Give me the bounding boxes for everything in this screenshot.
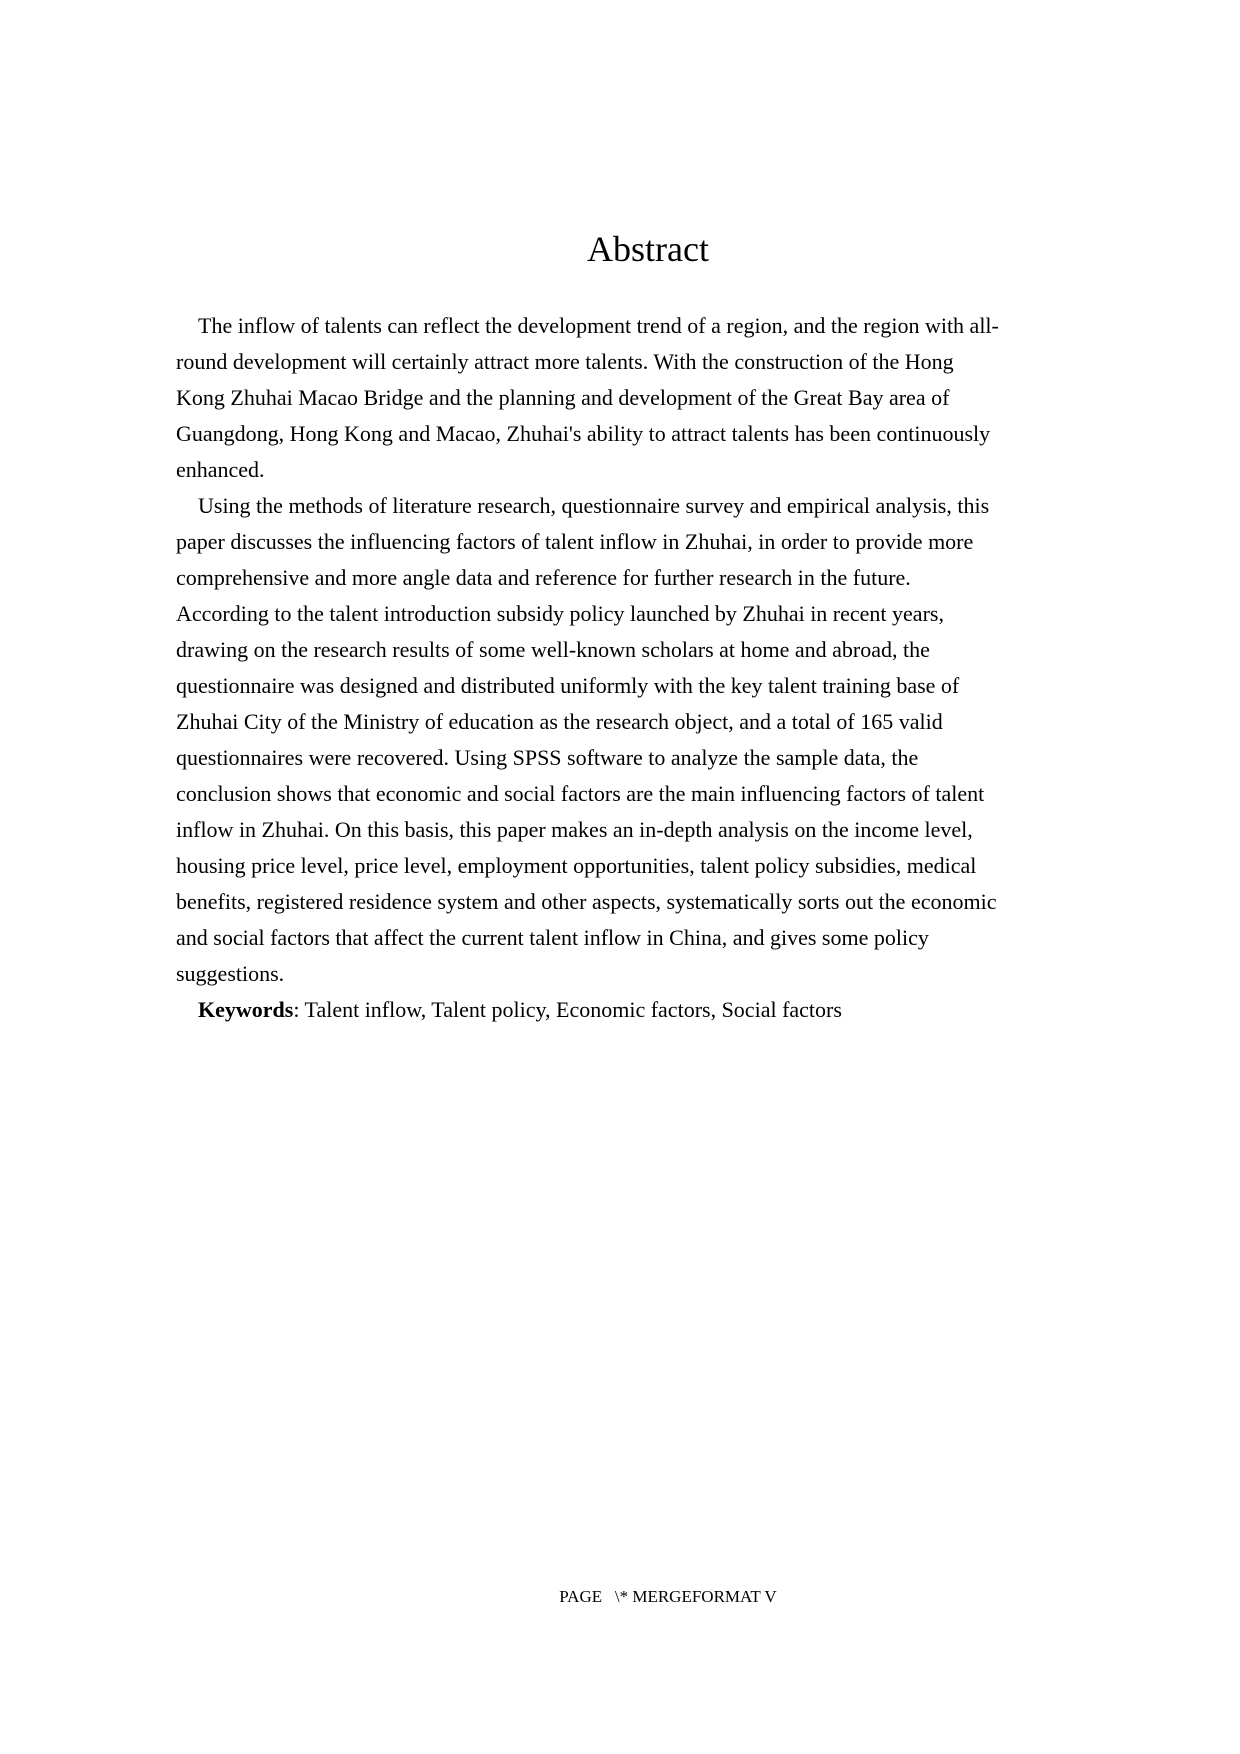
paragraph-line: housing price level, price level, employment opportunities, talent policy subsidies, medical [176,853,977,878]
paragraph-line: round development will certainly attract more talents. With the construction of the Hong [176,349,954,374]
abstract-title: Abstract [587,229,709,269]
paragraph-line: conclusion shows that economic and social factors are the main influencing factors of talent [176,781,985,806]
paragraph-line: questionnaires were recovered. Using SPSS software to analyze the sample data, the [176,745,919,770]
paragraph-line: comprehensive and more angle data and reference for further research in the future. [176,565,911,590]
paragraph-line: drawing on the research results of some well-known scholars at home and abroad, the [176,637,930,662]
paragraph-2 [176,488,1116,992]
abstract-body [176,308,1116,1028]
paragraph-line: enhanced. [176,457,265,482]
keywords-line [176,992,1116,1028]
keywords-label: Keywords [198,997,294,1022]
paragraph-line: Kong Zhuhai Macao Bridge and the planning and development of the Great Bay area of [176,385,950,410]
paragraph-line: paper discusses the influencing factors of talent inflow in Zhuhai, in order to provide more [176,529,974,554]
paragraph-line: inflow in Zhuhai. On this basis, this paper makes an in-depth analysis on the income level, [176,817,973,842]
paragraph-line: benefits, registered residence system and other aspects, systematically sorts out the economic [176,889,997,914]
paragraph-line: The inflow of talents can reflect the development trend of a region, and the region with all- [198,313,999,338]
keywords-text: : Talent inflow, Talent policy, Economic factors, Social factors [293,997,842,1022]
paragraph-line: and social factors that affect the current talent inflow in China, and gives some policy [176,925,929,950]
paragraph-line: Guangdong, Hong Kong and Macao, Zhuhai's ability to attract talents has been continuously [176,421,991,446]
paragraph-line: According to the talent introduction subsidy policy launched by Zhuhai in recent years, [176,601,944,626]
paragraph-line: Zhuhai City of the Ministry of education as the research object, and a total of 165 valid [176,709,943,734]
page-footer: PAGE \* MERGEFORMAT V [559,1587,777,1606]
paragraph-line: Using the methods of literature research, questionnaire survey and empirical analysis, this [198,493,990,518]
paragraph-line: suggestions. [176,961,285,986]
paragraph-1 [176,308,1116,488]
paragraph-line: questionnaire was designed and distributed uniformly with the key talent training base of [176,673,960,698]
